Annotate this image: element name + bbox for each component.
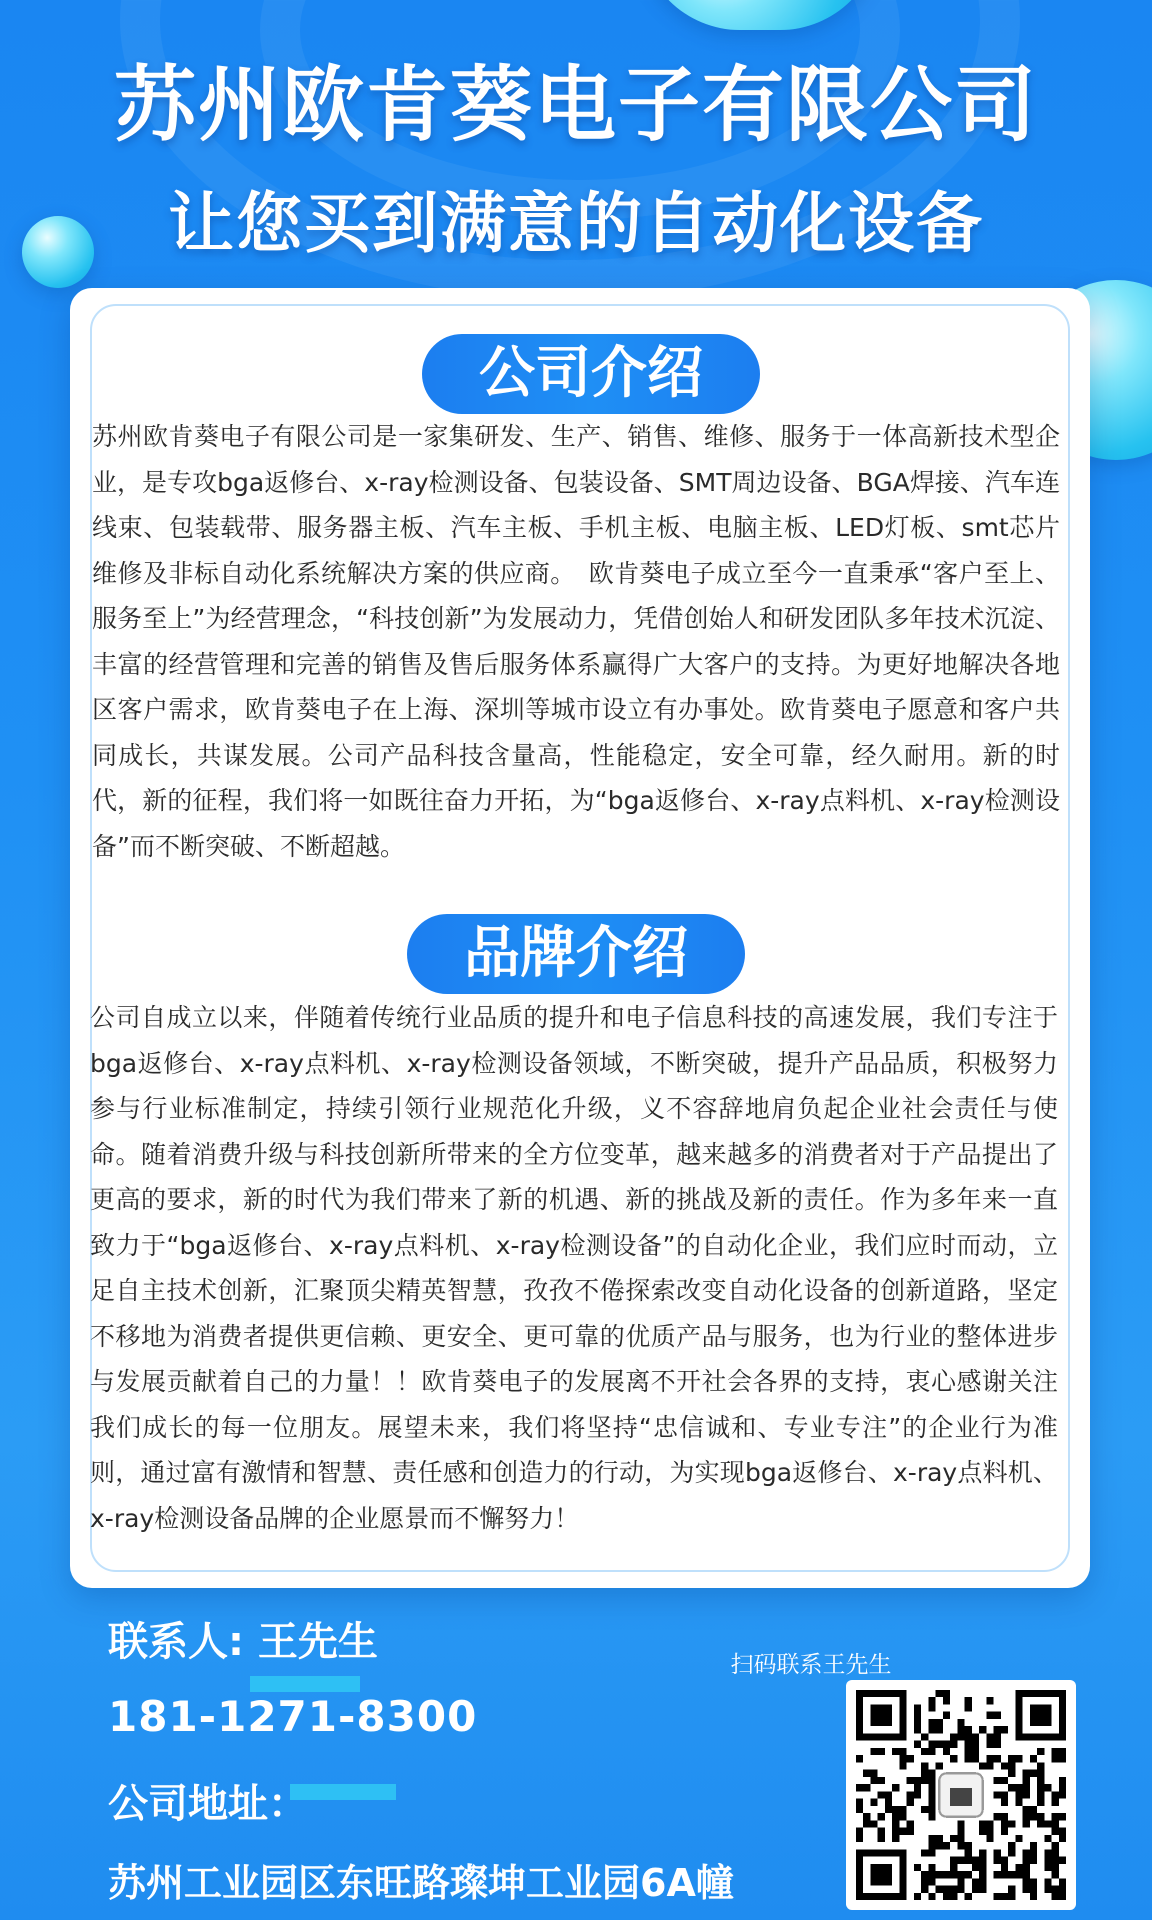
address-label: 公司地址：: [108, 1781, 308, 1827]
company-intro-heading: 公司介绍: [422, 334, 760, 414]
contact-name: 联系人: 王先生: [108, 1619, 378, 1665]
page-title: 苏州欧肯葵电子有限公司: [113, 58, 1038, 153]
logo-icon-mark: [950, 1788, 972, 1806]
contact-phone[interactable]: 181-1271-8300: [108, 1692, 478, 1741]
qr-caption: 扫码联系王先生: [730, 1652, 892, 1678]
company-intro-text: 苏州欧肯葵电子有限公司是一家集研发、生产、销售、维修、服务于一体高新技术型企业，是专攻bga返修台、x-ray检测设备、包装设备、SMT周边设备、BGA焊接、汽车连线束、包装载带、服务器主板、汽车主板、手机主板、电脑主板、LED灯板、smt芯片维修及非标自动化系统解决方案的供应商。 欧肯葵电子成立至今一直秉承“客户至上、服务至上”为经营理念，“科技创新”为发展动力，凭借创始人和研发团队多年技术沉淀、丰富的经营管理和完善的销售及售后服务体系赢得广大客户的支持。为更好地解决各地区客户需求，欧肯葵电子在上海、深圳等城市设立有办事处。欧肯葵电子愿意和客户共同成长，共谋发展。公司产品科技含量高，性能稳定，安全可靠，经久耐用。新的时代，新的征程，我们将一如既往奋力开拓，为“bga返修台、x-ray点料机、x-ray检测设备”而不断突破、不断超越。: [92, 422, 1060, 861]
brand-intro-text: 公司自成立以来，伴随着传统行业品质的提升和电子信息科技的高速发展，我们专注于bga返修台、x-ray点料机、x-ray检测设备领域，不断突破，提升产品品质，积极努力参与行业标准制定，持续引领行业规范化升级，义不容辞地肩负起企业社会责任与使命。随着消费升级与科技创新所带来的全方位变革，越来越多的消费者对于产品提出了更高的要求，新的时代为我们带来了新的机遇、新的挑战及新的责任。作为多年来一直致力于“bga返修台、x-ray点料机、x-ray检测设备”的自动化企业，我们应时而动，立足自主技术创新，汇聚顶尖精英智慧，孜孜不倦探索改变自动化设备的创新道路，坚定不移地为消费者提供更信赖、更安全、更可靠的优质产品与服务，也为行业的整体进步与发展贡献着自己的力量！！欧肯葵电子的发展离不开社会各界的支持，衷心感谢关注我们成长的每一位朋友。展望未来，我们将坚持“忠信诚和、专业专注”的企业行为准则，通过富有激情和智慧、责任感和创造力的行动，为实现bga返修台、x-ray点料机、x-ray检测设备品牌的企业愿景而不懈努力！: [90, 1003, 1058, 1533]
page-subtitle: 让您买到满意的自动化设备: [168, 185, 984, 262]
qr-code[interactable]: [846, 1680, 1076, 1910]
qr-code-icon: [856, 1690, 1066, 1900]
brand-intro-heading: 品牌介绍: [407, 914, 745, 994]
accent-bar: [250, 1676, 360, 1692]
address-text: 苏州工业园区东旺路璨坤工业园6A幢: [108, 1861, 734, 1905]
